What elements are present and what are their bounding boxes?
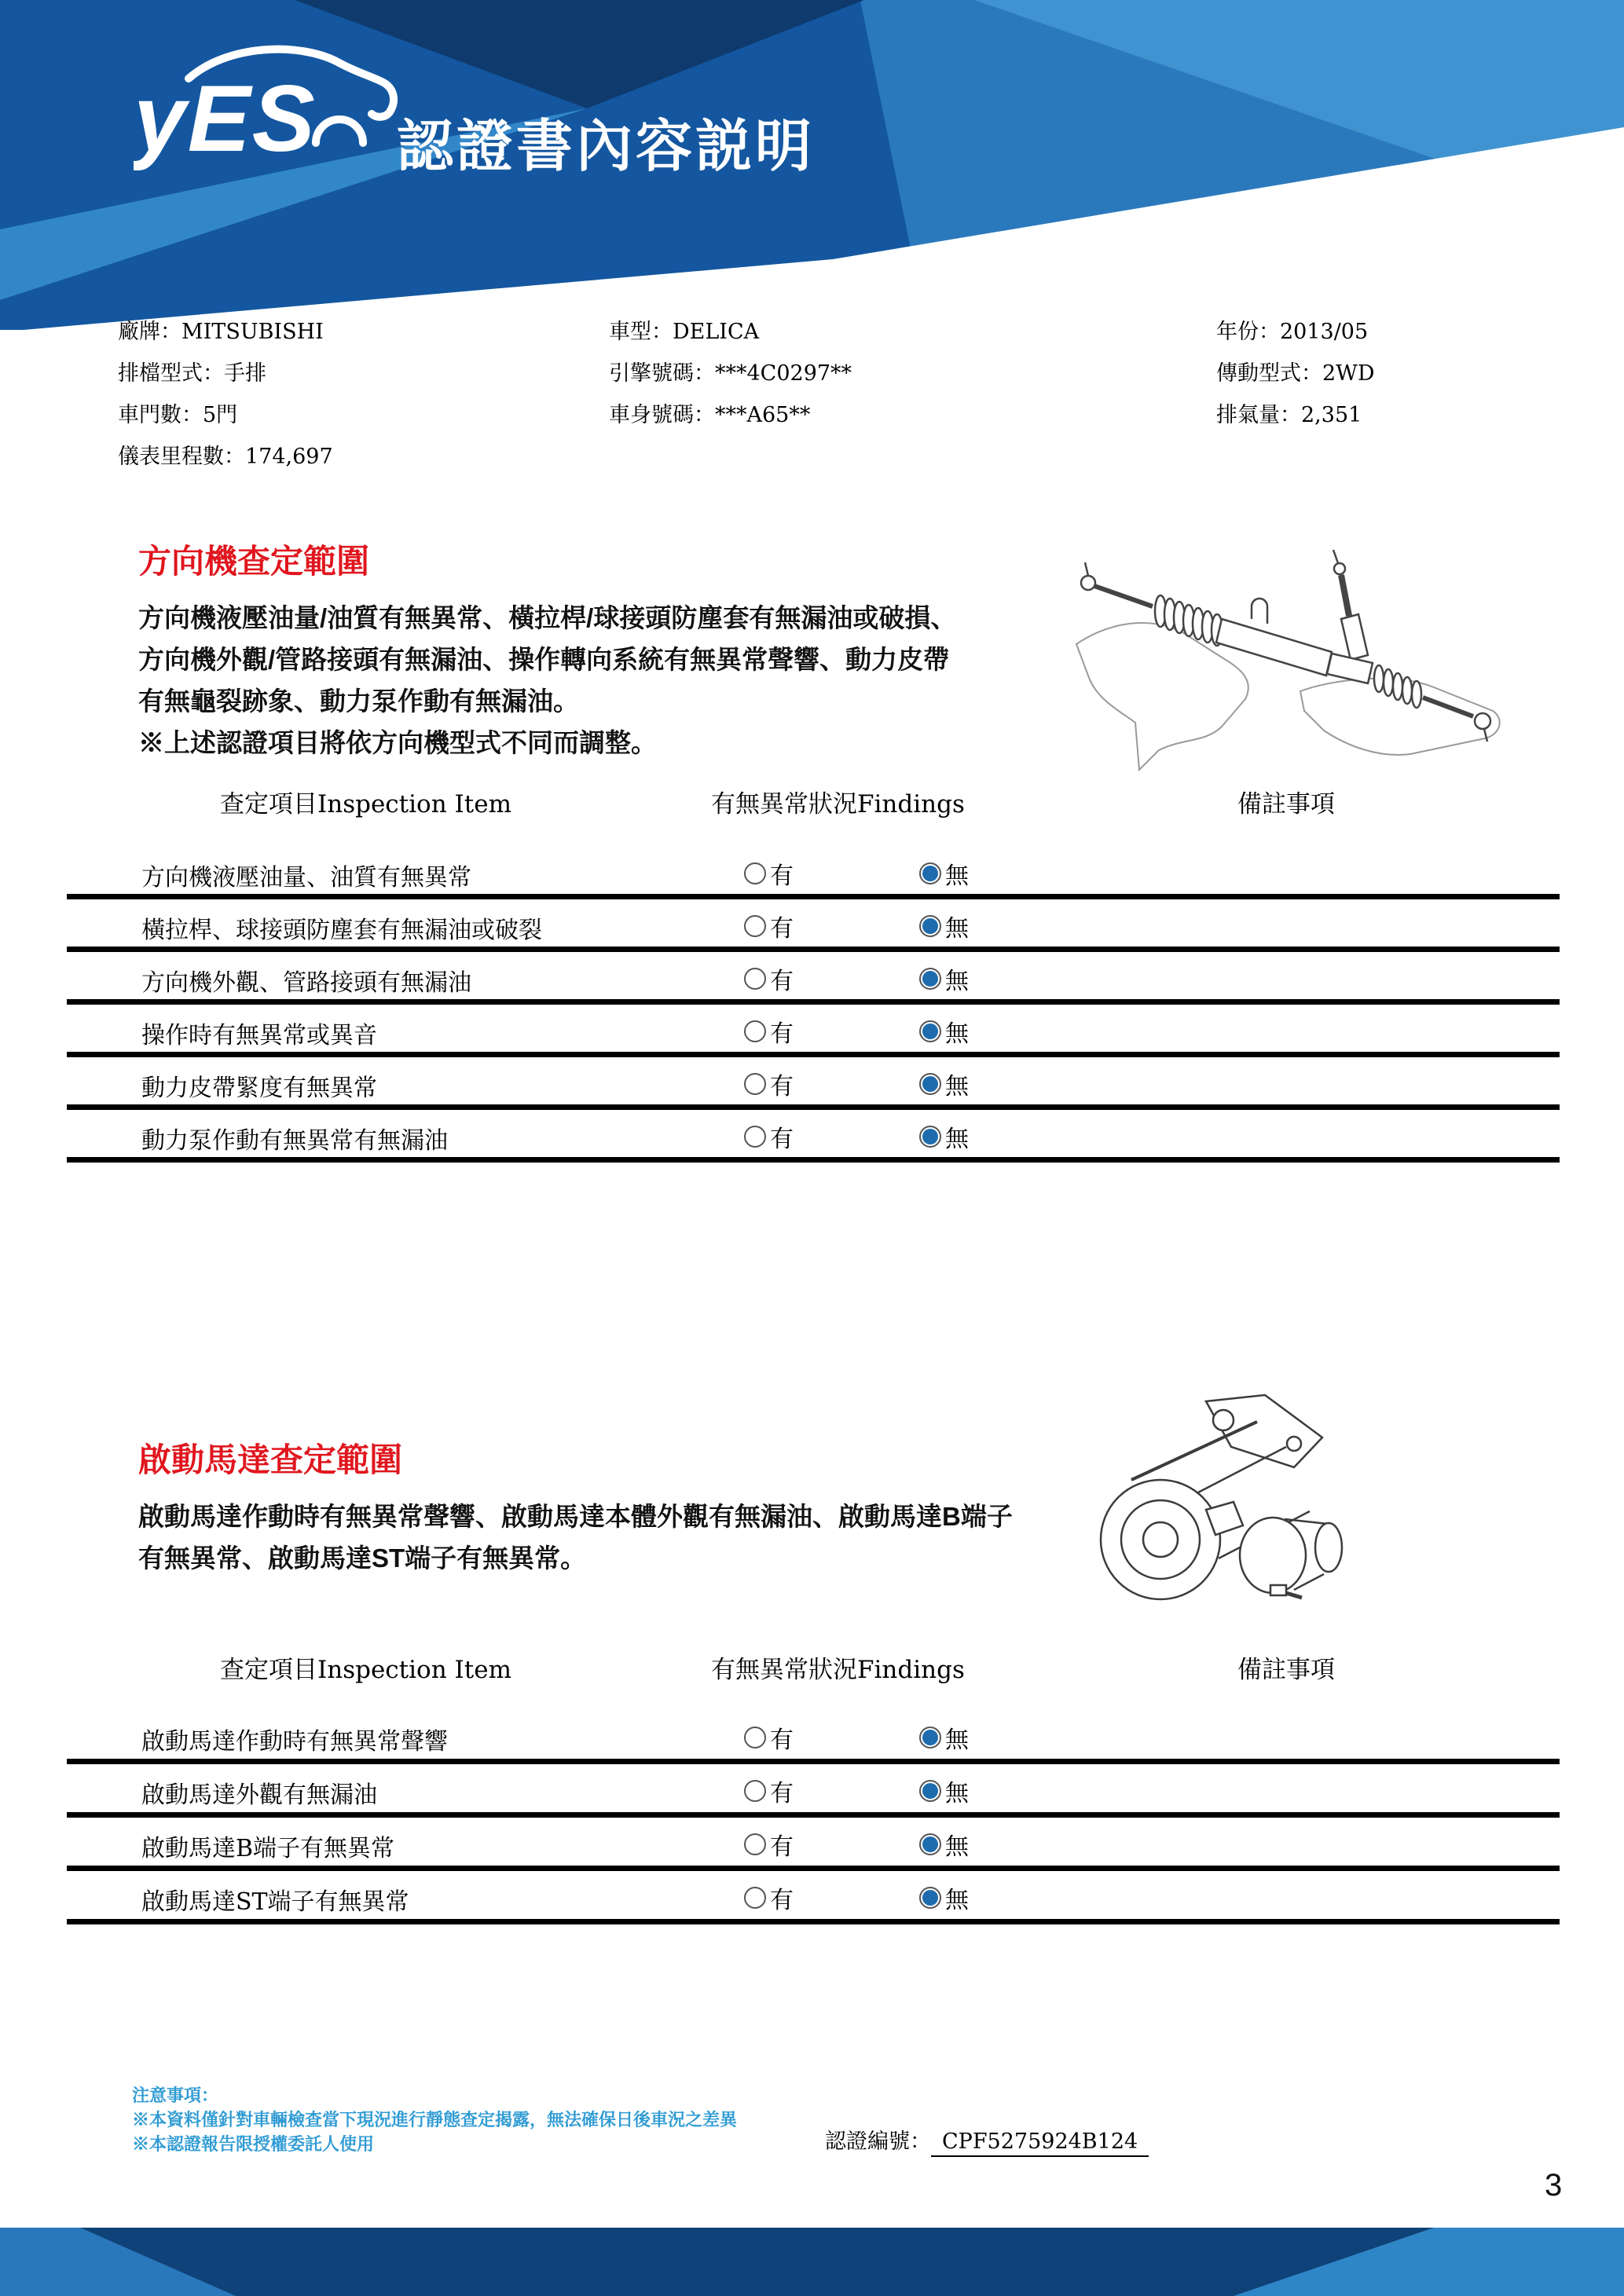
certificate-number-value: CPF5275924B124 bbox=[931, 2129, 1149, 2157]
finding-no-group bbox=[919, 1014, 969, 1049]
certificate-number bbox=[825, 2124, 1149, 2155]
vehicle-info-column-2 bbox=[609, 311, 852, 436]
description-line: 啟動馬達作動時有無異常聲響、啟動馬達本體外觀有無漏油、啟動馬達B端子 bbox=[138, 1502, 1013, 1531]
finding-yes-radio[interactable] bbox=[744, 1073, 766, 1095]
section-title-steering: 方向機查定範圍 bbox=[138, 543, 370, 580]
inspection-item-label: 方向機液壓油量、油質有無異常 bbox=[141, 864, 471, 892]
inspection-table-row bbox=[67, 847, 1560, 899]
finding-yes-group bbox=[744, 1880, 794, 1915]
inspection-item-label: 啟動馬達B端子有無異常 bbox=[141, 1835, 395, 1862]
inspection-item-label: 橫拉桿、球接頭防塵套有無漏油或破裂 bbox=[141, 917, 542, 944]
finding-yes-group bbox=[744, 961, 794, 996]
inspection-table-row bbox=[67, 1110, 1560, 1163]
starter-motor-illustration bbox=[1088, 1392, 1359, 1628]
steering-inspection-table bbox=[67, 847, 1560, 1163]
footer-notices bbox=[132, 2083, 737, 2156]
notice-line-1: ※本資料僅針對車輛檢查當下現況進行靜態查定揭露，無法確保日後車況之差異 bbox=[132, 2110, 738, 2129]
vehicle-info-row: 車身號碼：***A65** bbox=[609, 403, 811, 427]
finding-no-label: 無 bbox=[945, 968, 969, 995]
finding-no-group bbox=[919, 1880, 969, 1915]
description-line: 方向機液壓油量/油質有無異常、橫拉桿/球接頭防塵套有無漏油或破損、 bbox=[138, 603, 957, 632]
finding-no-radio[interactable] bbox=[919, 968, 941, 990]
finding-yes-label: 有 bbox=[770, 1833, 794, 1861]
finding-yes-radio[interactable] bbox=[744, 1727, 766, 1749]
inspection-table-row bbox=[67, 1871, 1560, 1924]
finding-yes-label: 有 bbox=[770, 1887, 794, 1914]
starter-inspection-table bbox=[67, 1711, 1560, 1924]
yes-car-logo bbox=[134, 41, 405, 178]
finding-yes-group bbox=[744, 1720, 794, 1755]
inspection-item-label: 動力皮帶緊度有無異常 bbox=[141, 1075, 377, 1102]
finding-yes-radio[interactable] bbox=[744, 1126, 766, 1148]
vehicle-info-row: 儀表里程數：174,697 bbox=[118, 445, 333, 469]
finding-no-radio[interactable] bbox=[919, 1126, 941, 1148]
description-line: 方向機外觀/管路接頭有無漏油、操作轉向系統有無異常聲響、動力皮帶 bbox=[138, 645, 950, 674]
inspection-table-row bbox=[67, 1057, 1560, 1110]
logo-text: yES bbox=[134, 66, 317, 171]
finding-no-label: 無 bbox=[945, 1727, 969, 1754]
vehicle-info-row: 引擎號碼：***4C0297** bbox=[609, 361, 852, 386]
column-header-inspection-item: 查定項目Inspection Item bbox=[220, 1656, 511, 1684]
footer-banner-graphic bbox=[0, 2228, 1624, 2296]
vehicle-info-column-1 bbox=[118, 311, 333, 478]
finding-no-group bbox=[919, 1067, 969, 1101]
inspection-table-row bbox=[67, 1818, 1560, 1871]
section-description-starter bbox=[138, 1496, 1013, 1579]
finding-no-label: 無 bbox=[945, 1887, 969, 1914]
finding-yes-label: 有 bbox=[770, 1073, 794, 1100]
inspection-item-label: 動力泵作動有無異常有無漏油 bbox=[141, 1127, 448, 1155]
finding-no-label: 無 bbox=[945, 862, 969, 890]
vehicle-info-row: 排氣量：2,351 bbox=[1216, 403, 1362, 427]
finding-no-radio[interactable] bbox=[919, 915, 941, 937]
finding-yes-label: 有 bbox=[770, 1126, 794, 1153]
notice-line-2: ※本認證報告限授權委託人使用 bbox=[132, 2134, 375, 2154]
certificate-number-label: 認證編號： bbox=[825, 2129, 931, 2154]
steering-rack-illustration bbox=[1065, 542, 1520, 778]
finding-yes-group bbox=[744, 856, 794, 891]
finding-no-radio[interactable] bbox=[919, 1780, 941, 1802]
finding-yes-radio[interactable] bbox=[744, 1833, 766, 1855]
section-title-starter: 啟動馬達查定範圍 bbox=[138, 1441, 403, 1478]
finding-yes-group bbox=[744, 1067, 794, 1101]
finding-no-label: 無 bbox=[945, 1833, 969, 1861]
finding-yes-label: 有 bbox=[770, 968, 794, 995]
finding-no-radio[interactable] bbox=[919, 1020, 941, 1042]
vehicle-info-row: 排檔型式：手排 bbox=[118, 361, 266, 386]
finding-no-label: 無 bbox=[945, 1073, 969, 1100]
finding-no-radio[interactable] bbox=[919, 1833, 941, 1855]
finding-no-radio[interactable] bbox=[919, 1887, 941, 1909]
column-header-notes: 備註事項 bbox=[1237, 1656, 1335, 1684]
vehicle-info-row: 年份：2013/05 bbox=[1216, 320, 1369, 344]
notice-title: 注意事項： bbox=[132, 2085, 219, 2105]
finding-yes-radio[interactable] bbox=[744, 1887, 766, 1909]
finding-no-group bbox=[919, 1774, 969, 1808]
vehicle-info-row: 廠牌：MITSUBISHI bbox=[118, 320, 324, 344]
finding-yes-group bbox=[744, 1827, 794, 1862]
column-header-inspection-item: 查定項目Inspection Item bbox=[220, 790, 511, 818]
finding-yes-label: 有 bbox=[770, 1020, 794, 1048]
finding-no-group bbox=[919, 856, 969, 891]
finding-yes-radio[interactable] bbox=[744, 1780, 766, 1802]
page-title: 認證書內容説明 bbox=[397, 115, 816, 178]
vehicle-info-row: 傳動型式：2WD bbox=[1216, 361, 1375, 386]
column-header-notes: 備註事項 bbox=[1237, 790, 1335, 818]
finding-yes-group bbox=[744, 1774, 794, 1808]
inspection-table-row bbox=[67, 1711, 1560, 1764]
finding-yes-radio[interactable] bbox=[744, 968, 766, 990]
finding-no-radio[interactable] bbox=[919, 1073, 941, 1095]
finding-yes-group bbox=[744, 909, 794, 943]
finding-no-label: 無 bbox=[945, 1020, 969, 1048]
vehicle-info-row: 車門數：5門 bbox=[118, 403, 238, 427]
finding-no-radio[interactable] bbox=[919, 862, 941, 884]
finding-yes-label: 有 bbox=[770, 1727, 794, 1754]
finding-yes-radio[interactable] bbox=[744, 1020, 766, 1042]
finding-no-label: 無 bbox=[945, 1126, 969, 1153]
finding-no-label: 無 bbox=[945, 1780, 969, 1807]
finding-yes-label: 有 bbox=[770, 1780, 794, 1807]
finding-yes-group bbox=[744, 1014, 794, 1049]
finding-no-group bbox=[919, 1119, 969, 1154]
car-wheel-arc bbox=[316, 119, 363, 143]
finding-yes-group bbox=[744, 1119, 794, 1154]
finding-no-group bbox=[919, 1827, 969, 1862]
section-description-steering bbox=[138, 597, 956, 764]
inspection-table-row bbox=[67, 899, 1560, 952]
column-header-findings: 有無異常狀況Findings bbox=[711, 1656, 965, 1684]
finding-no-group bbox=[919, 1720, 969, 1755]
finding-yes-radio[interactable] bbox=[744, 915, 766, 937]
finding-no-radio[interactable] bbox=[919, 1727, 941, 1749]
finding-no-group bbox=[919, 909, 969, 943]
finding-yes-radio[interactable] bbox=[744, 862, 766, 884]
inspection-table-row bbox=[67, 1764, 1560, 1818]
finding-yes-label: 有 bbox=[770, 862, 794, 890]
vehicle-info-row: 車型：DELICA bbox=[609, 320, 760, 344]
inspection-item-label: 啟動馬達ST端子有無異常 bbox=[141, 1888, 409, 1916]
finding-no-label: 無 bbox=[945, 915, 969, 943]
inspection-item-label: 啟動馬達外觀有無漏油 bbox=[141, 1782, 377, 1809]
description-line: 有無龜裂跡象、動力泵作動有無漏油。 bbox=[138, 687, 579, 716]
inspection-item-label: 方向機外觀、管路接頭有無漏油 bbox=[141, 969, 471, 997]
inspection-table-row bbox=[67, 952, 1560, 1005]
inspection-item-label: 操作時有無異常或異音 bbox=[141, 1022, 377, 1049]
finding-no-group bbox=[919, 961, 969, 996]
inspection-item-label: 啟動馬達作動時有無異常聲響 bbox=[141, 1728, 448, 1756]
page-number: 3 bbox=[1545, 2168, 1563, 2203]
vehicle-info-column-3 bbox=[1216, 311, 1375, 436]
inspection-table-row bbox=[67, 1005, 1560, 1057]
finding-yes-label: 有 bbox=[770, 915, 794, 943]
description-line: ※上述認證項目將依方向機型式不同而調整。 bbox=[138, 728, 657, 757]
column-header-findings: 有無異常狀況Findings bbox=[711, 790, 965, 818]
description-line: 有無異常、啟動馬達ST端子有無異常。 bbox=[138, 1543, 587, 1573]
